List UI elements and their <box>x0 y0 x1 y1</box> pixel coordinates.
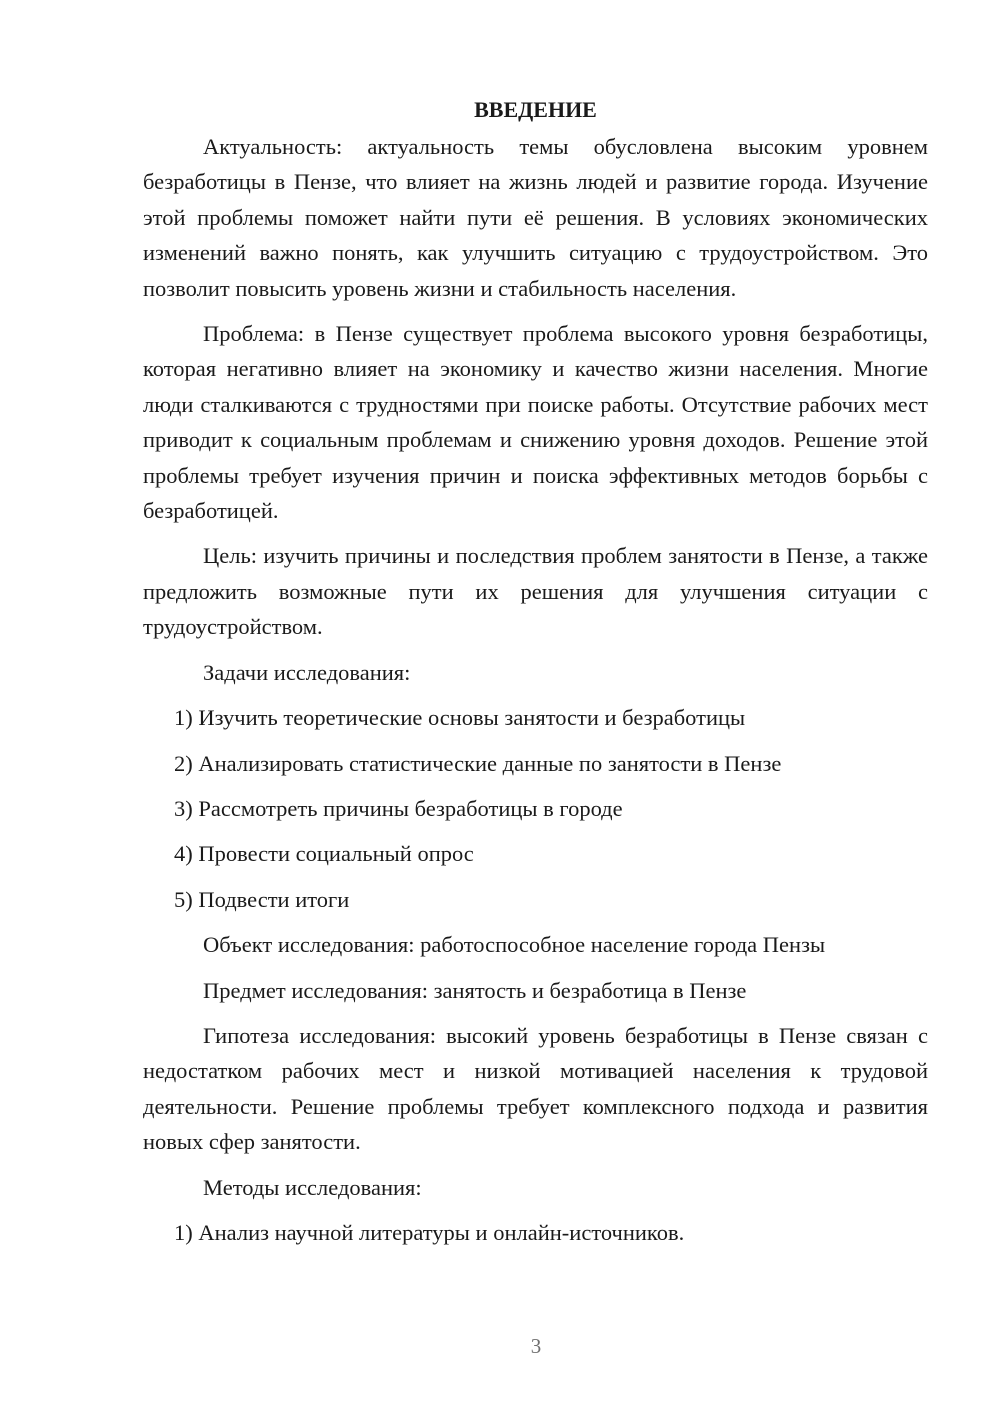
list-item: 5) Подвести итоги <box>174 886 350 912</box>
list-item: 1) Анализ научной литературы и онлайн-источников. <box>174 1219 685 1245</box>
page-title: ВВЕДЕНИЕ <box>474 97 597 122</box>
list-item: 4) Провести социальный опрос <box>174 841 474 867</box>
list-item: 3) Рассмотреть причины безработицы в городе <box>174 795 623 821</box>
subject-paragraph: Предмет исследования: занятость и безработица в Пензе <box>203 977 747 1003</box>
hypothesis-paragraph: Гипотеза исследования: высокий уровень безработицы в Пензе связан с недостатком рабочих мест и низкой мотивацией населения к трудовой деятельности. Решение проблемы требует комплексного подхода и развития новых сфер занятости. <box>143 1022 928 1155</box>
object-paragraph: Объект исследования: работоспособное население города Пензы <box>203 932 826 958</box>
list-item: 1) Изучить теоретические основы занятости и безработицы <box>174 705 746 731</box>
methods-heading: Методы исследования: <box>203 1174 422 1200</box>
page-number: 3 <box>530 1334 542 1358</box>
goal-paragraph: Цель: изучить причины и последствия проблем занятости в Пензе, а также предложить возможные пути их решения для улучшения ситуации с трудоустройством. <box>143 543 928 640</box>
list-item: 2) Анализировать статистические данные по занятости в Пензе <box>174 750 782 776</box>
tasks-heading: Задачи исследования: <box>203 659 411 685</box>
methods-list <box>143 1215 928 1250</box>
problem-paragraph: Проблема: в Пензе существует проблема высокого уровня безработицы, которая негативно влияет на экономику и качество жизни населения. Многие люди сталкиваются с трудностями при поиске работы. Отсутствие рабочих мест приводит к социальным проблемам и снижению уровня доходов. Решение этой проблемы требует изучения причин и поиска эффективных методов борьбы с безработицей. <box>143 321 928 524</box>
page-content <box>143 92 928 1260</box>
tasks-list <box>143 700 928 917</box>
relevance-paragraph: Актуальность: актуальность темы обусловлена высоким уровнем безработицы в Пензе, что влияет на жизнь людей и развитие города. Изучение этой проблемы поможет найти пути её решения. В условиях экономических изменений важно понять, как улучшить ситуацию с трудоустройством. Это позволит повысить уровень жизни и стабильность населения. <box>143 134 928 301</box>
